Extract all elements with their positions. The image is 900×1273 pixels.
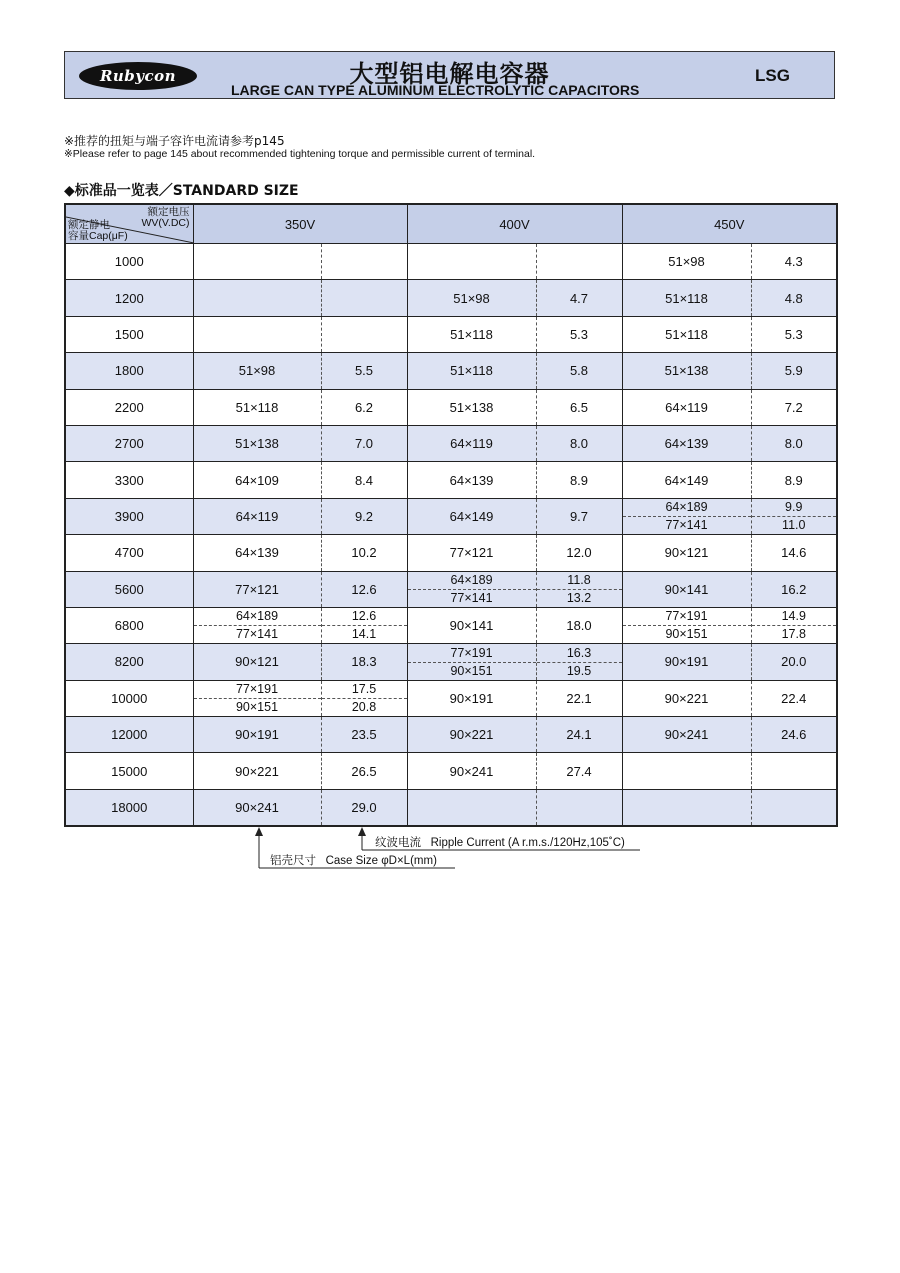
stacked-values <box>752 608 837 643</box>
ripple-current-value: 11.0 <box>782 518 806 533</box>
corner-voltage-cn: 额定电压 <box>147 206 190 218</box>
capacitance-cell: 2700 <box>65 425 193 461</box>
ripple-current-cell: 5.8 <box>536 353 622 389</box>
corner-cap-cn: 额定静电 <box>68 219 110 231</box>
case-size-cell: 90×221 <box>622 680 751 716</box>
capacitance-cell: 18000 <box>65 789 193 826</box>
table-row <box>65 644 837 680</box>
table-row <box>65 753 837 789</box>
capacitance-cell: 12000 <box>65 717 193 753</box>
ripple-current-cell: 10.2 <box>321 535 407 571</box>
case-size-cell: 51×118 <box>622 316 751 352</box>
header-350v: 350V <box>193 204 407 244</box>
capacitance-cell: 1200 <box>65 280 193 316</box>
case-size-cell: 51×98 <box>193 353 321 389</box>
case-size-cell: 51×118 <box>193 389 321 425</box>
ripple-current-cell: 7.0 <box>321 425 407 461</box>
ripple-current-cell: 6.2 <box>321 389 407 425</box>
ripple-current-value: 9.9 <box>752 499 837 517</box>
legend-ripple-cn: 纹波电流 <box>375 837 421 849</box>
table-header-row <box>65 204 837 244</box>
ripple-current-cell: 29.0 <box>321 789 407 826</box>
ripple-current-cell <box>321 607 407 643</box>
ripple-current-cell: 4.3 <box>751 244 837 280</box>
case-size-cell: 90×221 <box>193 753 321 789</box>
stacked-values <box>322 608 407 643</box>
header-400v: 400V <box>407 204 622 244</box>
ripple-current-cell <box>536 244 622 280</box>
case-size-cell: 51×138 <box>407 389 536 425</box>
capacitance-cell: 1500 <box>65 316 193 352</box>
ripple-current-cell: 5.9 <box>751 353 837 389</box>
ripple-current-cell: 20.0 <box>751 644 837 680</box>
case-size-cell: 64×119 <box>622 389 751 425</box>
ripple-current-value: 14.9 <box>752 608 837 626</box>
ripple-current-cell: 8.0 <box>536 425 622 461</box>
ripple-current-value: 12.6 <box>322 608 407 626</box>
case-size-cell: 51×98 <box>622 244 751 280</box>
case-size-cell: 77×121 <box>193 571 321 607</box>
table-row <box>65 535 837 571</box>
case-size-cell <box>193 244 321 280</box>
case-size-value: 90×151 <box>665 627 708 642</box>
logo-text: Rubycon <box>99 67 177 85</box>
case-size-cell <box>193 607 321 643</box>
ripple-current-cell <box>321 280 407 316</box>
case-size-cell: 90×191 <box>193 717 321 753</box>
case-size-cell: 90×121 <box>193 644 321 680</box>
case-size-cell: 90×141 <box>407 607 536 643</box>
ripple-current-cell: 5.3 <box>751 316 837 352</box>
case-size-cell <box>407 644 536 680</box>
table-row <box>65 607 837 643</box>
corner-voltage-label <box>141 207 189 229</box>
legend-ripple-en: Ripple Current (A r.m.s./120Hz,105˚C) <box>430 837 625 849</box>
case-size-cell: 90×121 <box>622 535 751 571</box>
ripple-current-cell: 9.7 <box>536 498 622 534</box>
ripple-current-value: 20.8 <box>351 700 377 715</box>
header-corner-cell <box>65 204 193 244</box>
case-size-cell: 51×138 <box>193 425 321 461</box>
case-size-cell <box>622 789 751 826</box>
case-size-cell: 64×149 <box>407 498 536 534</box>
ripple-current-cell: 4.8 <box>751 280 837 316</box>
case-size-cell: 64×139 <box>193 535 321 571</box>
table-row <box>65 789 837 826</box>
case-size-cell <box>622 753 751 789</box>
ripple-current-cell: 8.4 <box>321 462 407 498</box>
table-row <box>65 353 837 389</box>
case-size-value: 64×189 <box>623 499 751 517</box>
ripple-current-cell: 4.7 <box>536 280 622 316</box>
ripple-current-cell: 5.3 <box>536 316 622 352</box>
case-size-cell: 51×138 <box>622 353 751 389</box>
series-code: LSG <box>755 66 790 85</box>
title-chinese: 大型铝电解电容器 <box>349 60 550 88</box>
standard-size-table <box>64 203 838 827</box>
ripple-current-cell: 22.4 <box>751 680 837 716</box>
capacitance-cell: 5600 <box>65 571 193 607</box>
ripple-current-cell <box>536 789 622 826</box>
case-size-cell <box>407 244 536 280</box>
case-size-cell: 90×241 <box>622 717 751 753</box>
section-title: ◆标准品一览表／STANDARD SIZE <box>64 183 299 199</box>
ripple-current-cell: 24.6 <box>751 717 837 753</box>
case-size-cell: 90×241 <box>193 789 321 826</box>
stacked-values <box>194 608 321 643</box>
ripple-current-value: 17.5 <box>322 681 407 699</box>
capacitance-cell: 4700 <box>65 535 193 571</box>
case-size-cell: 64×119 <box>193 498 321 534</box>
ripple-current-cell <box>536 644 622 680</box>
stacked-values <box>623 608 751 643</box>
case-size-cell: 90×141 <box>622 571 751 607</box>
case-size-cell: 64×139 <box>407 462 536 498</box>
ripple-current-cell: 12.6 <box>321 571 407 607</box>
case-size-cell: 51×118 <box>407 316 536 352</box>
case-size-value: 90×151 <box>235 700 279 715</box>
capacitance-cell: 1000 <box>65 244 193 280</box>
case-size-cell: 90×241 <box>407 753 536 789</box>
ripple-current-cell <box>536 571 622 607</box>
legend-size-cn: 铝壳尺寸 <box>270 855 316 867</box>
ripple-current-cell: 5.5 <box>321 353 407 389</box>
stacked-values <box>537 644 622 679</box>
note-english: ※Please refer to page 145 about recommended tightening torque and permissible current of terminal. <box>64 148 536 160</box>
case-size-value: 77×191 <box>408 644 536 662</box>
capacitance-cell: 2200 <box>65 389 193 425</box>
table-row <box>65 425 837 461</box>
capacitance-cell: 10000 <box>65 680 193 716</box>
case-size-cell: 51×118 <box>622 280 751 316</box>
capacitance-cell: 3900 <box>65 498 193 534</box>
ripple-current-cell <box>751 789 837 826</box>
stacked-values <box>623 499 751 534</box>
header-banner <box>64 51 835 99</box>
legend-ripple <box>375 834 625 850</box>
ripple-current-value: 16.3 <box>537 644 622 662</box>
ripple-current-cell <box>751 498 837 534</box>
table-row <box>65 571 837 607</box>
note-chinese: ※推荐的扭矩与端子容许电流请参考p145 <box>64 134 285 148</box>
ripple-current-cell: 7.2 <box>751 389 837 425</box>
ripple-current-cell: 6.5 <box>536 389 622 425</box>
ripple-current-value: 13.2 <box>566 591 592 606</box>
ripple-current-value: 17.8 <box>781 627 806 642</box>
ripple-current-cell: 9.2 <box>321 498 407 534</box>
stacked-values <box>322 681 407 716</box>
ripple-current-cell: 12.0 <box>536 535 622 571</box>
ripple-current-cell: 8.9 <box>536 462 622 498</box>
case-size-cell: 64×119 <box>407 425 536 461</box>
case-size-cell: 90×221 <box>407 717 536 753</box>
table-row <box>65 389 837 425</box>
case-size-cell <box>193 680 321 716</box>
case-size-cell <box>193 316 321 352</box>
case-size-value: 77×141 <box>665 518 708 533</box>
case-size-cell: 64×139 <box>622 425 751 461</box>
case-size-value: 77×191 <box>194 681 321 699</box>
ripple-current-cell <box>321 680 407 716</box>
legend-size-en: Case Size φD×L(mm) <box>325 855 437 867</box>
case-size-value: 77×141 <box>450 591 493 606</box>
legend-size <box>270 852 437 868</box>
corner-cap-en: 容量Cap(μF) <box>68 230 128 242</box>
case-size-value: 77×141 <box>235 627 279 642</box>
ripple-current-cell: 24.1 <box>536 717 622 753</box>
table-body <box>65 244 837 827</box>
case-size-value: 77×191 <box>623 608 751 626</box>
ripple-current-cell: 8.0 <box>751 425 837 461</box>
case-size-value: 64×189 <box>194 608 321 626</box>
stacked-values <box>408 572 536 607</box>
ripple-current-cell <box>751 753 837 789</box>
ripple-current-cell <box>321 316 407 352</box>
table-row <box>65 498 837 534</box>
ripple-current-value: 19.5 <box>566 663 592 678</box>
ripple-current-cell: 14.6 <box>751 535 837 571</box>
case-size-cell <box>407 571 536 607</box>
case-size-cell: 51×98 <box>407 280 536 316</box>
case-size-cell <box>622 607 751 643</box>
capacitance-cell: 3300 <box>65 462 193 498</box>
table-row <box>65 717 837 753</box>
ripple-current-value: 11.8 <box>537 572 622 590</box>
ripple-current-cell <box>751 607 837 643</box>
table-row <box>65 462 837 498</box>
header-450v: 450V <box>622 204 837 244</box>
capacitance-cell: 6800 <box>65 607 193 643</box>
stacked-values <box>537 572 622 607</box>
ripple-current-cell: 22.1 <box>536 680 622 716</box>
case-size-cell: 90×191 <box>407 680 536 716</box>
case-size-cell <box>407 789 536 826</box>
corner-cap-label <box>68 220 128 242</box>
table-row <box>65 280 837 316</box>
capacitance-cell: 1800 <box>65 353 193 389</box>
title-english: LARGE CAN TYPE ALUMINUM ELECTROLYTIC CAPACITORS <box>231 82 640 98</box>
case-size-cell <box>193 280 321 316</box>
capacitance-cell: 15000 <box>65 753 193 789</box>
table-row <box>65 316 837 352</box>
capacitance-cell: 8200 <box>65 644 193 680</box>
ripple-current-cell: 26.5 <box>321 753 407 789</box>
ripple-current-cell <box>321 244 407 280</box>
case-size-cell: 64×149 <box>622 462 751 498</box>
corner-voltage-en: WV(V.DC) <box>141 217 190 229</box>
case-size-value: 64×189 <box>408 572 536 590</box>
stacked-values <box>194 681 321 716</box>
case-size-cell: 64×109 <box>193 462 321 498</box>
table-row <box>65 244 837 280</box>
ripple-current-cell: 8.9 <box>751 462 837 498</box>
table-row <box>65 680 837 716</box>
case-size-cell: 77×121 <box>407 535 536 571</box>
ripple-current-cell: 18.0 <box>536 607 622 643</box>
stacked-values <box>752 499 837 534</box>
ripple-current-cell: 27.4 <box>536 753 622 789</box>
case-size-cell: 51×118 <box>407 353 536 389</box>
ripple-current-value: 14.1 <box>351 627 377 642</box>
case-size-cell: 90×191 <box>622 644 751 680</box>
stacked-values <box>408 644 536 679</box>
case-size-value: 90×151 <box>450 663 493 678</box>
ripple-current-cell: 18.3 <box>321 644 407 680</box>
case-size-cell <box>622 498 751 534</box>
ripple-current-cell: 23.5 <box>321 717 407 753</box>
ripple-current-cell: 16.2 <box>751 571 837 607</box>
